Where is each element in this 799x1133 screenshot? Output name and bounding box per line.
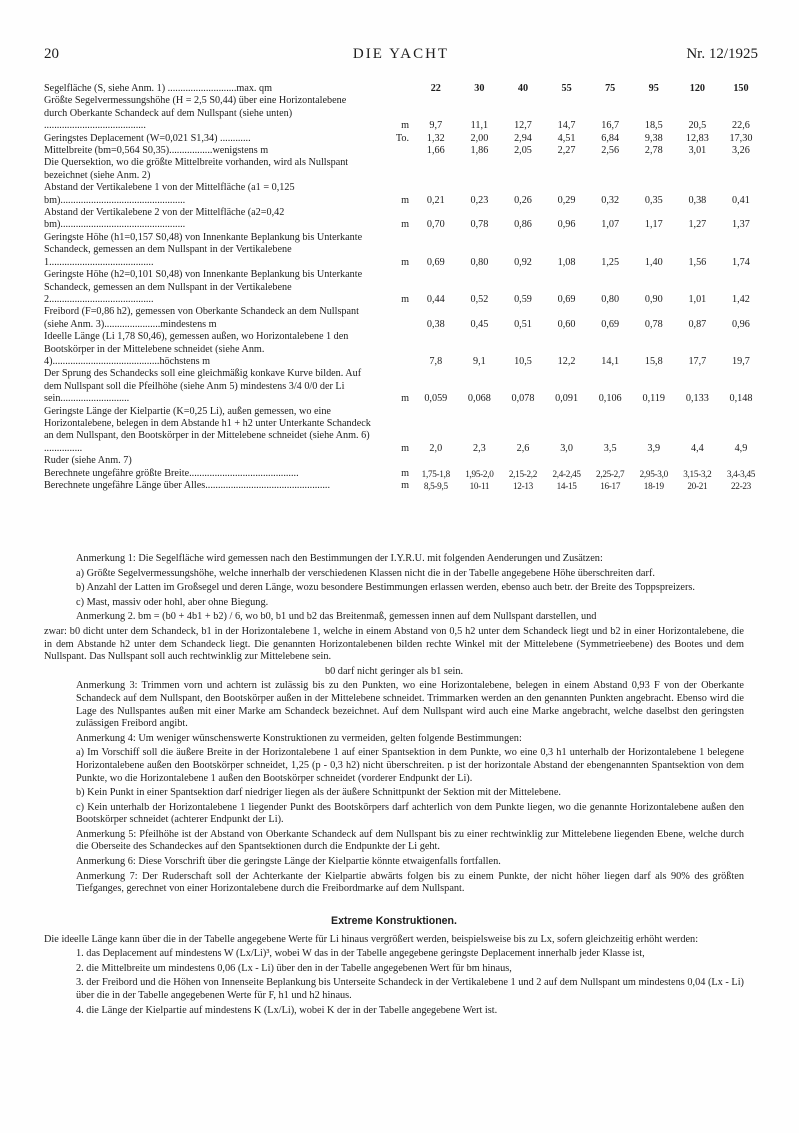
- spec-label: Berechnete ungefähre größte Breite...........................................: [44, 467, 299, 479]
- spec-unit: [371, 157, 414, 182]
- spec-label: Ruder (siehe Anm. 7): [44, 455, 132, 467]
- spec-row: [44, 157, 763, 182]
- spec-value: [632, 455, 676, 467]
- spec-value: 6,84: [601, 132, 620, 144]
- spec-value: 0,59: [514, 293, 532, 305]
- spec-value: 0,078: [511, 393, 535, 405]
- note-3: Anmerkung 3: Trimmen vorn und achtern ist zulässig bis zu den Punkten, wo eine Horizontalebene, belegen in einem Abstand 0,93 F von der Oberkante Schandeck auf dem Nullspant, den Bootskörper außen in der Mittelebene schneidet. Trimmarken werden an den genannten Punkten angebracht. Ebenso wird die Lage des Nullspantes außen mit einer Marke am Schandeck bezeichnet. Auf dem Nullspant wird auch eine Marke angebracht, welche daselbst den geringsten zulässigen Freibord angibt.: [76, 680, 744, 730]
- spec-unit: [371, 83, 414, 95]
- spec-value: 1,42: [732, 293, 750, 305]
- spec-value: 0,32: [601, 194, 620, 206]
- spec-value: 2,3: [473, 442, 486, 454]
- spec-value: 19,7: [732, 355, 750, 367]
- spec-value: 0,119: [642, 393, 666, 405]
- spec-value: [458, 455, 502, 467]
- spec-value: 0,87: [688, 318, 707, 330]
- spec-value: 16,7: [601, 120, 620, 132]
- spec-value: 22-23: [730, 481, 751, 491]
- spec-value: 1,86: [470, 145, 489, 157]
- spec-row: [44, 306, 763, 331]
- spec-value: 0,059: [424, 393, 448, 405]
- spec-value: 2,6: [516, 442, 530, 454]
- spec-value: 0,38: [426, 318, 445, 330]
- spec-value: 9,7: [429, 120, 443, 132]
- note-5: Anmerkung 5: Pfeilhöhe ist der Abstand von Oberkante Schandeck auf dem Nullspant bis zu einer rechtwinklig zur Mittelebene liegenden Ebene, welche durch die Oberseite des Schandeckes auf den Spantsektionen durch die Endpunkte der Li geht.: [76, 828, 744, 853]
- spec-value: [588, 157, 632, 182]
- spec-value: 7,8: [429, 355, 443, 367]
- spec-unit: [371, 306, 414, 331]
- spec-value: 0,78: [470, 219, 489, 231]
- spec-value: 75: [605, 83, 616, 94]
- spec-value: 1,75-1,8: [421, 468, 450, 479]
- spec-value: [414, 157, 458, 182]
- spec-value: 1,17: [644, 219, 663, 231]
- spec-label: Geringste Höhe (h1=0,157 S0,48) von Innenkante Beplankung bis Unterkante Schandeck, gemessen an dem Nullspant in der Vertikalebene 1.........................................: [44, 231, 363, 268]
- spec-label: Abstand der Vertikalebene 1 von der Mittelfläche (a1 = 0,125 bm).................................................: [44, 182, 295, 206]
- spec-value: 120: [689, 83, 705, 94]
- spec-row: [44, 368, 763, 405]
- spec-row: [44, 133, 763, 145]
- note-2-formula: Anmerkung 2. bm = (b0 + 4b1 + b2) / 6, wo b0, b1 und b2 das Breitenmaß, gemessen innen auf dem Nullspant darstellen, und: [76, 611, 597, 623]
- spec-value: 0,38: [688, 194, 707, 206]
- spec-value: 16-17: [600, 481, 621, 491]
- section-heading: Extreme Konstruktionen.: [331, 915, 457, 927]
- issue-number: Nr. 12/1925: [686, 46, 758, 62]
- spec-unit: [371, 455, 414, 467]
- spec-label: Berechnete ungefähre Länge über Alles.................................................: [44, 480, 331, 491]
- spec-value: 3,0: [560, 442, 573, 454]
- extreme-item: 2. die Mittelbreite um mindestens 0,06 (Lx - Li) über den in der Tabelle angegebenen Wert für bm hinaus,: [76, 962, 512, 974]
- spec-row: [44, 182, 763, 207]
- spec-label: Der Sprung des Schandecks soll eine gleichmäßig konkave Kurve bilden. Auf dem Nullspant soll die Pfeilhöhe (siehe Anm 5) mindestens 3/4 0/0 der Li sein...........................: [44, 368, 362, 405]
- spec-value: [458, 157, 502, 182]
- spec-row: [44, 95, 763, 132]
- spec-row: [44, 232, 763, 269]
- spec-value: 22: [430, 83, 441, 94]
- spec-value: 1,32: [426, 132, 445, 144]
- spec-value: 0,106: [598, 393, 622, 405]
- spec-value: 0,068: [467, 393, 491, 405]
- spec-value: 0,51: [514, 318, 532, 330]
- spec-row: [44, 83, 763, 95]
- spec-value: 2,0: [429, 442, 443, 454]
- spec-value: [545, 157, 589, 182]
- spec-label: Geringstes Deplacement (W=0,021 S1,34) ............: [44, 132, 251, 144]
- spec-value: 0,92: [514, 256, 532, 268]
- spec-value: [676, 157, 720, 182]
- spec-value: 14,1: [601, 355, 620, 367]
- spec-label: Freibord (F=0,86 h2), gemessen von Oberkante Schandeck an dem Nullspant (siehe Anm. 3)......................mindestens m: [44, 306, 359, 330]
- spec-unit: [371, 331, 414, 368]
- spec-value: 0,96: [557, 219, 576, 231]
- note-7: Anmerkung 7: Der Ruderschaft soll der Achterkante der Kielpartie abwärts folgen bis zu einem Punkte, der nicht höher liegen darf als 90% des größten Tiefganges, gerechnet von einer Horizontalebene durch die Freibordmarke auf dem Nullspant.: [76, 870, 744, 895]
- spec-value: 1,27: [688, 219, 707, 231]
- spec-value: 12,7: [514, 120, 532, 132]
- spec-value: 0,091: [555, 393, 579, 405]
- spec-value: 95: [648, 83, 659, 94]
- spec-value: 14,7: [557, 120, 576, 132]
- spec-value: 1,56: [688, 256, 707, 268]
- spec-unit: m: [401, 219, 409, 231]
- spec-unit: m: [401, 256, 409, 268]
- spec-value: 0,26: [514, 194, 532, 206]
- spec-value: 150: [733, 83, 749, 94]
- spec-value: 3,9: [647, 442, 661, 454]
- spec-value: 0,96: [732, 318, 750, 330]
- spec-value: 0,52: [470, 293, 489, 305]
- spec-value: [501, 455, 545, 467]
- spec-value: 1,01: [688, 293, 707, 305]
- page-header: [44, 46, 758, 66]
- spec-unit: m: [401, 194, 409, 206]
- spec-value: 0,90: [644, 293, 663, 305]
- spec-value: 0,86: [514, 219, 532, 231]
- note-4c: c) Kein unterhalb der Horizontalebene 1 liegender Punkt des Bootskörpers darf achterlich von dem Punkte liegen, wo die genannte Horizontalebene außen den Bootskörper schneidet (achterer Endpunkt der Li).: [76, 801, 744, 826]
- note-2: zwar: b0 dicht unter dem Schandeck, b1 in der Horizontalebene 1, welche in einem Abstand von 0,5 h2 unter dem Schandeck liegt und b2 in einer Horizontalebene, die in dem Abstande h2 unter dem Schandeck liegt. Die genannten Horizontalebenen bilden rechte Winkel mit der Mittelebene (Symmetrieebene) des Bootes und dem Nullspant. Das Nullspant soll auch rechtwinklig zur Mittelebene sein.: [44, 625, 744, 663]
- spec-value: 20,5: [688, 120, 707, 132]
- spec-value: 3,01: [688, 145, 707, 157]
- spec-value: 4,9: [734, 442, 748, 454]
- spec-value: 12,2: [557, 355, 576, 367]
- spec-value: 8,5-9,5: [423, 481, 448, 491]
- spec-value: 17,7: [688, 355, 707, 367]
- extreme-item: 4. die Länge der Kielpartie auf mindestens K (Lx/Li), wobei K der in der Tabelle angegebene Wert ist.: [76, 1004, 498, 1016]
- spec-row: [44, 406, 763, 456]
- spec-label: Abstand der Vertikalebene 2 von der Mittelfläche (a2=0,42 bm).................................................: [44, 207, 285, 231]
- spec-label: Geringste Länge der Kielpartie (K=0,25 Li), außen gemessen, wo eine Horizontalebene, belegen in dem Abstande h1 + h2 unter Unterkante Schandeck an dem Nullspant, den Bootskörper in der Mittelebene schneidet (siehe Anm. 6) ...............: [44, 405, 371, 454]
- spec-value: 2,05: [514, 145, 532, 157]
- spec-value: 0,148: [729, 393, 753, 405]
- spec-value: 0,45: [470, 318, 489, 330]
- spec-label: Ideelle Länge (Li 1,78 S0,46), gemessen außen, wo Horizontalebene 1 den Bootskörper in der Mittelebene schneidet (siehe Anm. 4)..........................................höchstens m: [44, 331, 349, 367]
- spec-unit: m: [401, 293, 409, 305]
- note-4: Anmerkung 4: Um weniger wünschenswerte Konstruktionen zu vermeiden, gelten folgende Bestimmungen:: [76, 732, 522, 744]
- spec-value: 0,78: [644, 318, 663, 330]
- spec-value: [632, 157, 676, 182]
- spec-label: Die Quersektion, wo die größte Mittelbreite vorhanden, wird als Nullspant bezeichnet (siehe Anm. 2): [44, 157, 349, 181]
- spec-value: 9,1: [473, 355, 486, 367]
- extreme-constructions: [44, 915, 744, 1019]
- spec-value: 3,4-3,45: [726, 468, 756, 479]
- spec-value: 1,40: [644, 256, 663, 268]
- journal-title: DIE YACHT: [352, 46, 450, 62]
- spec-value: 0,133: [685, 393, 709, 405]
- spec-value: 2,27: [557, 145, 576, 157]
- spec-value: 18,5: [644, 120, 663, 132]
- spec-value: 22,6: [732, 120, 750, 132]
- spec-value: 4,51: [557, 132, 576, 144]
- spec-row: [44, 145, 763, 157]
- spec-value: 0,44: [426, 293, 445, 305]
- note-1a: a) Größte Segelvermessungshöhe, welche innerhalb der verschiedenen Klassen nicht die in der Tabelle angegebene Höhe überschreiten darf.: [76, 567, 655, 579]
- note-1c: c) Mast, massiv oder hohl, aber ohne Biegung.: [76, 596, 269, 608]
- spec-row: [44, 455, 763, 467]
- note-4a: a) Im Vorschiff soll die äußere Breite in der Horizontalebene 1 auf einer Spantsektion in dem Punkte, wo eine 0,3 h1 unterhalb der Horizontalebene 1 belegene Horizontalebene außen den Bootskörper schneidet, 1,25 (p - 0,3 h2) nicht überschreiten. p ist der horizontale Abstand der ebengenannten Spantsektion von dem Punkte, wo die Horizontalebene 1 außen den Bootskörper schneidet (vorderer Endpunkt der Li).: [76, 747, 744, 784]
- spec-row: [44, 480, 763, 492]
- spec-value: 15,8: [644, 355, 663, 367]
- spec-value: [414, 455, 458, 467]
- spec-value: 1,07: [601, 219, 620, 231]
- extreme-intro: Die ideelle Länge kann über die in der Tabelle angegebene Werte für Li hinaus vergrößert werden, beispielsweise bis zu Lx, sofern gleichzeitig erhöht werden:: [44, 933, 699, 945]
- spec-value: 3,26: [732, 145, 750, 157]
- spec-value: 3,15-3,2: [683, 468, 712, 479]
- spec-value: 1,66: [426, 145, 445, 157]
- spec-value: 10-11: [469, 481, 490, 491]
- note-6: Anmerkung 6: Diese Vorschrift über die geringste Länge der Kielpartie könnte etwaigenfalls fortfallen.: [76, 856, 501, 868]
- spec-value: [501, 157, 545, 182]
- spec-unit: m: [401, 480, 409, 491]
- note-2b: b0 darf nicht geringer als b1 sein.: [324, 665, 464, 677]
- spec-value: 17,30: [729, 132, 753, 144]
- spec-value: 0,60: [557, 318, 576, 330]
- spec-value: 0,29: [557, 194, 576, 206]
- spec-table: [44, 83, 763, 492]
- extreme-item: 3. der Freibord und die Höhen von Innenseite Beplankung bis Unterseite Schandeck in der Vertikalebene 1 und 2 auf dem Nullspant um mindestens 0,04 (Lx - Li) über die in der Tabelle angegebenen Werte für F, h1 und h2 hinaus.: [76, 977, 744, 1001]
- spec-value: 1,95-2,0: [465, 468, 494, 479]
- spec-value: 0,69: [426, 256, 445, 268]
- spec-label: Geringste Höhe (h2=0,101 S0,48) von Innenkante Beplankung bis Unterkante Schandeck, gemessen an dem Nullspant in der Vertikalebene 2.........................................: [44, 269, 363, 305]
- spec-value: 20-21: [687, 481, 708, 491]
- spec-unit: m: [401, 467, 409, 479]
- note-1b: b) Anzahl der Latten im Großsegel und deren Länge, wozu besondere Bestimmungen erlassen werden, ebenso auch betr. der Breite des Toppspreizers.: [76, 582, 695, 594]
- spec-value: 9,38: [644, 132, 663, 144]
- spec-value: 0,70: [426, 219, 445, 231]
- spec-value: 2,94: [514, 132, 532, 144]
- spec-value: 0,41: [732, 194, 750, 206]
- spec-value: 0,23: [470, 194, 489, 206]
- spec-unit: m: [401, 393, 409, 405]
- spec-value: [719, 157, 763, 182]
- spec-value: 0,21: [426, 194, 445, 206]
- spec-value: 2,25-2,7: [596, 468, 625, 479]
- spec-value: 3,5: [603, 442, 617, 454]
- spec-value: 10,5: [514, 355, 532, 367]
- spec-value: 14-15: [556, 481, 577, 491]
- spec-value: 30: [474, 83, 485, 94]
- spec-value: [719, 455, 763, 467]
- spec-value: 0,80: [601, 293, 620, 305]
- spec-value: 1,08: [557, 256, 576, 268]
- spec-value: 55: [561, 83, 572, 94]
- notes-section: [44, 553, 744, 898]
- spec-value: 2,56: [601, 145, 620, 157]
- spec-value: 1,74: [732, 256, 750, 268]
- spec-value: 4,4: [690, 442, 704, 454]
- spec-value: 0,69: [601, 318, 620, 330]
- spec-unit: [371, 145, 414, 157]
- spec-row: [44, 269, 763, 306]
- spec-value: [588, 455, 632, 467]
- spec-value: [545, 455, 589, 467]
- spec-value: 18-19: [643, 481, 664, 491]
- spec-label: Mittelbreite (bm=0,564 S0,35).................wenigstens m: [44, 145, 269, 157]
- spec-value: 40: [517, 83, 529, 94]
- spec-unit: m: [401, 442, 409, 454]
- spec-value: 0,69: [557, 293, 576, 305]
- spec-value: 2,78: [644, 145, 663, 157]
- note-1: Anmerkung 1: Die Segelfläche wird gemessen nach den Bestimmungen der I.Y.R.U. mit folgenden Aenderungen und Zusätzen:: [76, 553, 603, 564]
- spec-value: 0,80: [470, 256, 489, 268]
- spec-row: [44, 331, 763, 368]
- spec-unit: To.: [395, 132, 409, 144]
- spec-label: Segelfläche (S, siehe Anm. 1) ...........................max. qm: [44, 83, 273, 94]
- page-number: 20: [44, 46, 59, 62]
- spec-value: 2,15-2,2: [508, 468, 538, 479]
- spec-label: Größte Segelvermessungshöhe (H = 2,5 S0,44) über eine Horizontalebene durch Oberkante Schandeck auf dem Nullspant (siehe unten) ........................................: [44, 95, 347, 132]
- spec-row: [44, 468, 763, 480]
- spec-value: 2,95-3,0: [639, 468, 668, 479]
- note-4b: b) Kein Punkt in einer Spantsektion darf niedriger liegen als der äußere Schnittpunkt der Sektion mit der Mittelebene.: [76, 787, 561, 799]
- spec-row: [44, 207, 763, 232]
- spec-value: 12-13: [513, 481, 533, 491]
- spec-value: 1,37: [732, 219, 750, 231]
- extreme-item: 1. das Deplacement auf mindestens W (Lx/Li)³, wobei W das in der Tabelle angegebene geringste Deplacement innerhalb jeder Klasse ist,: [76, 948, 645, 960]
- spec-value: 11,1: [470, 120, 489, 132]
- spec-value: 2,4-2,45: [552, 468, 581, 479]
- spec-value: 1,25: [601, 256, 620, 268]
- spec-value: 2,00: [470, 132, 489, 144]
- spec-unit: m: [401, 120, 409, 132]
- spec-value: [676, 455, 720, 467]
- spec-value: 12,83: [685, 132, 709, 144]
- spec-value: 0,35: [644, 194, 663, 206]
